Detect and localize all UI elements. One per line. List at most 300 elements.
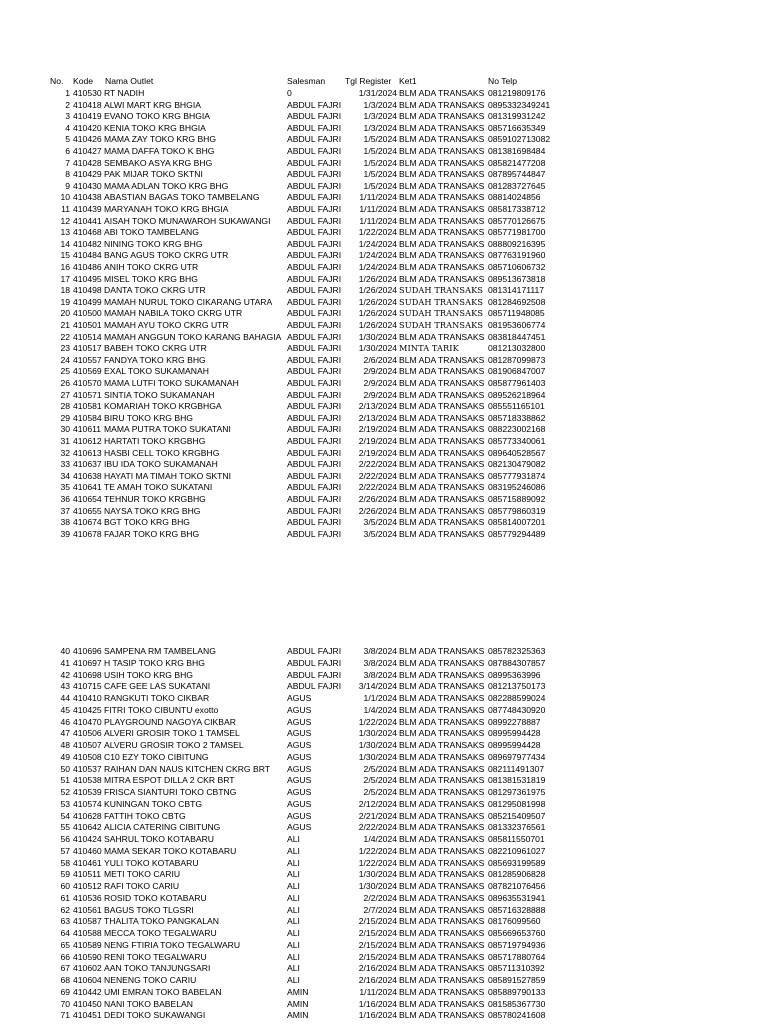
- table-row: [0, 87, 768, 99]
- row-kode: 410500: [73, 308, 102, 319]
- row-no: 63: [60, 916, 70, 927]
- row-nama-outlet: USIH TOKO KRG BHG: [104, 669, 193, 680]
- row-ket1: BLM ADA TRANSAKS: [399, 869, 485, 880]
- row-no-telp: 088223002168: [488, 424, 546, 435]
- table-row: [0, 133, 768, 145]
- row-kode: 410655: [73, 505, 102, 516]
- table-row: [0, 470, 768, 482]
- row-no-telp: 085891527859: [488, 975, 546, 985]
- row-kode: 410538: [73, 775, 102, 786]
- row-salesman: ABDUL FAJRI: [287, 646, 342, 656]
- row-ket1: BLM ADA TRANSAKS: [399, 169, 485, 180]
- row-tgl-register: 2/26/2024: [358, 505, 397, 516]
- table-row: [0, 447, 768, 459]
- row-ket1: BLM ADA TRANSAKS: [399, 904, 485, 915]
- table-row: [0, 774, 768, 786]
- row-nama-outlet: MITRA ESPOT DILLA 2 CKR BRT: [104, 775, 235, 786]
- row-ket1: BLM ADA TRANSAKS: [399, 215, 485, 226]
- row-nama-outlet: MECCA TOKO TEGALWARU: [104, 928, 217, 938]
- row-kode: 410641: [73, 482, 102, 493]
- row-salesman: ALI: [287, 975, 300, 985]
- row-no-telp: 081295081998: [488, 798, 546, 809]
- table-row: [0, 273, 768, 285]
- row-tgl-register: 1/30/2024: [358, 881, 397, 891]
- table-row: [0, 786, 768, 798]
- row-tgl-register: 1/26/2024: [358, 273, 397, 284]
- row-no: 2: [65, 99, 70, 110]
- table-row: [0, 180, 768, 192]
- row-no-telp: 083195246086: [488, 482, 546, 493]
- row-no-telp: 088809216395: [488, 238, 546, 249]
- row-no: 35: [60, 482, 70, 493]
- row-tgl-register: 1/30/2024: [358, 728, 397, 739]
- row-salesman: ABDUL FAJRI: [287, 146, 342, 156]
- row-no-telp: 081314171117: [488, 285, 545, 296]
- row-tgl-register: 1/22/2024: [358, 227, 397, 238]
- table-row: [0, 203, 768, 215]
- row-nama-outlet: RAIHAN DAN NAUS KITCHEN CKRG BRT: [104, 763, 271, 774]
- row-kode: 410428: [73, 157, 102, 168]
- header-row: [0, 75, 768, 87]
- row-no: 18: [60, 285, 70, 296]
- row-tgl-register: 3/14/2024: [358, 681, 397, 692]
- row-kode: 410611: [73, 424, 102, 435]
- row-kode: 410424: [73, 834, 102, 844]
- row-salesman: ALI: [287, 939, 300, 950]
- table-row: [0, 716, 768, 728]
- row-ket1: BLM ADA TRANSAKS: [399, 975, 485, 985]
- row-nama-outlet: RAFI TOKO CARIU: [104, 881, 180, 891]
- row-tgl-register: 1/30/2024: [358, 331, 397, 342]
- row-tgl-register: 1/24/2024: [358, 238, 397, 249]
- row-salesman: AGUS: [287, 810, 312, 821]
- table-row: [0, 249, 768, 261]
- row-salesman: ABDUL FAJRI: [287, 366, 342, 377]
- row-no-telp: 087895744847: [488, 169, 546, 180]
- row-ket1: BLM ADA TRANSAKS: [399, 763, 485, 774]
- row-ket1: BLM ADA TRANSAKS: [399, 740, 485, 750]
- row-no: 46: [60, 716, 70, 727]
- row-nama-outlet: TEHNUR TOKO KRGBHG: [104, 494, 206, 504]
- table-row: [0, 505, 768, 517]
- row-nama-outlet: FITRI TOKO CIBUNTU exotto: [104, 704, 219, 715]
- row-kode: 410460: [73, 845, 102, 856]
- row-kode: 410482: [73, 238, 102, 249]
- row-ket1: BLM ADA TRANSAKS: [399, 180, 485, 191]
- row-salesman: AGUS: [287, 751, 312, 762]
- table-row: [0, 389, 768, 401]
- row-no-telp: 081381531819: [488, 775, 546, 786]
- row-salesman: ALI: [287, 904, 300, 915]
- row-tgl-register: 2/16/2024: [358, 975, 397, 985]
- row-no: 1: [65, 88, 70, 98]
- row-tgl-register: 1/30/2024: [358, 740, 397, 750]
- row-kode: 410628: [73, 810, 102, 821]
- row-kode: 410507: [73, 740, 102, 750]
- row-tgl-register: 2/16/2024: [358, 963, 397, 974]
- row-ket1: BLM ADA TRANSAKS: [399, 810, 485, 821]
- table-row: [0, 904, 768, 916]
- row-no-telp: 08995994428: [488, 740, 541, 750]
- row-nama-outlet: SINTIA TOKO SUKAMANAH: [104, 389, 215, 400]
- row-salesman: AGUS: [287, 716, 312, 727]
- row-salesman: ABDUL FAJRI: [287, 262, 342, 272]
- row-tgl-register: 2/13/2024: [358, 412, 397, 423]
- row-tgl-register: 1/26/2024: [358, 296, 397, 307]
- row-kode: 410501: [73, 320, 102, 330]
- row-ket1: BLM ADA TRANSAKS: [399, 331, 485, 342]
- row-nama-outlet: RT NADIH: [104, 88, 145, 98]
- row-no-telp: 085717880764: [488, 951, 546, 962]
- row-salesman: AMIN: [287, 1010, 309, 1021]
- row-ket1: BLM ADA TRANSAKS: [399, 470, 485, 481]
- row-no: 37: [60, 505, 70, 516]
- row-no: 60: [60, 881, 70, 891]
- row-kode: 410441: [73, 215, 102, 226]
- row-tgl-register: 1/22/2024: [358, 845, 397, 856]
- row-no-telp: 085771981700: [488, 227, 546, 238]
- row-no: 44: [60, 693, 70, 703]
- table-row: [0, 307, 768, 319]
- row-nama-outlet: NAYSA TOKO KRG BHG: [104, 505, 201, 516]
- row-salesman: ABDUL FAJRI: [287, 505, 342, 516]
- row-no: 3: [65, 111, 70, 122]
- row-no: 11: [61, 204, 70, 214]
- row-salesman: AGUS: [287, 704, 312, 715]
- row-ket1: BLM ADA TRANSAKS: [399, 892, 485, 903]
- row-ket1: BLM ADA TRANSAKS: [399, 986, 485, 997]
- row-tgl-register: 2/26/2024: [358, 494, 397, 504]
- row-ket1: BLM ADA TRANSAKS: [399, 775, 485, 786]
- row-salesman: AGUS: [287, 728, 312, 739]
- row-no-telp: 085817338712: [488, 204, 546, 214]
- row-kode: 410674: [73, 517, 102, 528]
- row-ket1: BLM ADA TRANSAKS: [399, 939, 485, 950]
- row-ket1: BLM ADA TRANSAKS: [399, 157, 485, 168]
- row-nama-outlet: MAMA SEKAR TOKO KOTABARU: [104, 845, 237, 856]
- row-salesman: AGUS: [287, 798, 312, 809]
- row-no: 59: [60, 869, 70, 880]
- table-row: [0, 951, 768, 963]
- row-tgl-register: 3/5/2024: [363, 517, 397, 528]
- row-nama-outlet: ROSID TOKO KOTABARU: [104, 892, 207, 903]
- row-nama-outlet: ALICIA CATERING CIBITUNG: [104, 822, 221, 833]
- row-kode: 410654: [73, 494, 102, 504]
- row-nama-outlet: MAMA PUTRA TOKO SUKATANI: [104, 424, 231, 435]
- row-no-telp: 085719794936: [488, 939, 546, 950]
- row-tgl-register: 2/2/2024: [363, 892, 397, 903]
- row-tgl-register: 2/5/2024: [363, 775, 397, 786]
- table-row: [0, 680, 768, 692]
- row-salesman: ABDUL FAJRI: [287, 169, 342, 180]
- row-ket1: BLM ADA TRANSAKS: [399, 845, 485, 856]
- row-ket1: BLM ADA TRANSAKS: [399, 412, 485, 423]
- row-kode: 410698: [73, 669, 102, 680]
- row-ket1: BLM ADA TRANSAKS: [399, 798, 485, 809]
- row-no-telp: 085821477208: [488, 157, 546, 168]
- header-kode: Kode: [73, 76, 94, 86]
- row-ket1: BLM ADA TRANSAKS: [399, 482, 485, 493]
- table-row: [0, 939, 768, 951]
- row-tgl-register: 2/19/2024: [358, 424, 397, 435]
- table-row: [0, 319, 768, 331]
- table-row: [0, 215, 768, 227]
- row-ket1: SUDAH TRANSAKS: [399, 320, 484, 330]
- table-row: [0, 927, 768, 939]
- row-salesman: ABDUL FAJRI: [287, 401, 342, 412]
- row-kode: 410697: [73, 657, 102, 668]
- row-no: 8: [65, 169, 70, 180]
- row-tgl-register: 2/22/2024: [358, 470, 397, 481]
- row-ket1: BLM ADA TRANSAKS: [399, 916, 485, 927]
- row-tgl-register: 1/22/2024: [358, 857, 397, 868]
- row-no: 66: [60, 951, 70, 962]
- row-no-telp: 085814007201: [488, 517, 546, 528]
- row-kode: 410498: [73, 285, 102, 296]
- row-ket1: BLM ADA TRANSAKS: [399, 704, 485, 715]
- row-no-telp: 085215409507: [488, 810, 546, 821]
- row-no: 41: [60, 657, 70, 668]
- row-no-telp: 081219809176: [488, 88, 546, 98]
- row-salesman: 0: [287, 88, 292, 98]
- row-nama-outlet: MAMAH AYU TOKO CKRG UTR: [104, 320, 229, 330]
- table-row: [0, 915, 768, 927]
- row-no-telp: 082288599024: [488, 693, 546, 703]
- row-nama-outlet: FANDYA TOKO KRG BHG: [104, 354, 206, 365]
- row-salesman: AGUS: [287, 787, 312, 797]
- row-no-telp: 081284692508: [488, 296, 546, 307]
- row-kode: 410571: [73, 389, 102, 400]
- row-kode: 410438: [73, 192, 102, 203]
- row-ket1: BLM ADA TRANSAKS: [399, 88, 485, 98]
- table-row: [0, 365, 768, 377]
- row-nama-outlet: EXAL TOKO SUKAMANAH: [104, 366, 209, 377]
- row-nama-outlet: SAHRUL TOKO KOTABARU: [104, 834, 214, 844]
- row-no: 9: [65, 180, 70, 191]
- row-no: 32: [60, 447, 70, 458]
- row-kode: 410426: [73, 134, 102, 145]
- row-ket1: BLM ADA TRANSAKS: [399, 881, 485, 891]
- row-no-telp: 085770126675: [488, 215, 546, 226]
- row-salesman: ABDUL FAJRI: [287, 494, 342, 504]
- row-no-telp: 089697977434: [488, 751, 546, 762]
- row-no-telp: 087884307857: [488, 657, 546, 668]
- row-salesman: ABDUL FAJRI: [287, 331, 342, 342]
- table-row: [0, 845, 768, 857]
- table-row: [0, 435, 768, 447]
- row-nama-outlet: UMI EMRAN TOKO BABELAN: [104, 986, 222, 997]
- row-salesman: ABDUL FAJRI: [287, 378, 342, 388]
- row-kode: 410604: [73, 975, 102, 985]
- row-no: 5: [65, 134, 70, 145]
- row-no: 39: [60, 528, 70, 539]
- row-tgl-register: 2/9/2024: [363, 378, 397, 388]
- row-kode: 410508: [73, 751, 102, 762]
- table-row: [0, 763, 768, 775]
- row-no-telp: 081953606774: [488, 320, 546, 330]
- table-row: [0, 145, 768, 157]
- row-salesman: ABDUL FAJRI: [287, 459, 342, 470]
- table-row: [0, 331, 768, 343]
- table-row: [0, 458, 768, 470]
- row-kode: 410427: [73, 146, 102, 156]
- row-tgl-register: 2/15/2024: [358, 916, 397, 927]
- row-no: 25: [60, 366, 70, 377]
- row-no: 7: [65, 157, 70, 168]
- row-tgl-register: 2/22/2024: [358, 459, 397, 470]
- row-nama-outlet: HAYATI MA TIMAH TOKO SKTNI: [104, 470, 232, 481]
- row-kode: 410537: [73, 763, 102, 774]
- row-kode: 410512: [73, 881, 102, 891]
- row-tgl-register: 2/13/2024: [358, 401, 397, 412]
- header-salesman: Salesman: [287, 76, 326, 86]
- row-no: 43: [60, 681, 70, 692]
- table-row: [0, 1009, 768, 1021]
- row-tgl-register: 3/8/2024: [363, 646, 397, 656]
- row-tgl-register: 1/5/2024: [363, 134, 397, 145]
- row-nama-outlet: BAGUS TOKO TLGSRI: [104, 904, 194, 915]
- row-no-telp: 085777931874: [488, 470, 546, 481]
- row-ket1: BLM ADA TRANSAKS: [399, 646, 485, 656]
- row-no-telp: 089526218964: [488, 389, 546, 400]
- row-no: 29: [60, 412, 70, 423]
- row-tgl-register: 2/15/2024: [358, 928, 397, 938]
- row-nama-outlet: PAK MIJAR TOKO SKTNI: [104, 169, 203, 180]
- row-no: 61: [60, 892, 70, 903]
- row-tgl-register: 1/5/2024: [363, 157, 397, 168]
- row-salesman: ABDUL FAJRI: [287, 296, 342, 307]
- row-ket1: BLM ADA TRANSAKS: [399, 657, 485, 668]
- row-kode: 410511: [73, 869, 102, 880]
- row-tgl-register: 1/22/2024: [358, 716, 397, 727]
- row-no-telp: 085693199589: [488, 857, 546, 868]
- row-salesman: ALI: [287, 881, 300, 891]
- row-ket1: BLM ADA TRANSAKS: [399, 354, 485, 365]
- row-kode: 410557: [73, 354, 102, 365]
- row-nama-outlet: ALWI MART KRG BHGIA: [104, 99, 201, 110]
- table-row: [0, 423, 768, 435]
- row-no-telp: 085711948085: [488, 308, 545, 319]
- row-ket1: BLM ADA TRANSAKS: [399, 273, 485, 284]
- row-kode: 410569: [73, 366, 102, 377]
- row-tgl-register: 1/5/2024: [363, 169, 397, 180]
- row-no-telp: 085889790133: [488, 986, 546, 997]
- row-tgl-register: 3/8/2024: [363, 669, 397, 680]
- header-no: No.: [50, 76, 64, 86]
- table-row: [0, 645, 768, 657]
- row-kode: 410514: [73, 331, 102, 342]
- row-ket1: BLM ADA TRANSAKS: [399, 751, 485, 762]
- row-ket1: BLM ADA TRANSAKS: [399, 822, 485, 833]
- row-kode: 410506: [73, 728, 102, 739]
- row-salesman: ABDUL FAJRI: [287, 669, 342, 680]
- row-nama-outlet: SAMPENA RM TAMBELANG: [104, 646, 216, 656]
- row-tgl-register: 2/22/2024: [358, 482, 397, 493]
- row-nama-outlet: MAMA DAFFA TOKO K BHG: [104, 146, 215, 156]
- row-nama-outlet: AAN TOKO TANJUNGSARI: [104, 963, 211, 974]
- row-no-telp: 085715889092: [488, 494, 546, 504]
- row-kode: 410612: [73, 436, 102, 446]
- row-tgl-register: 2/12/2024: [358, 798, 397, 809]
- row-nama-outlet: MAMAH NURUL TOKO CIKARANG UTARA: [104, 296, 273, 307]
- table-row: [0, 810, 768, 822]
- row-ket1: BLM ADA TRANSAKS: [399, 447, 485, 458]
- row-no: 12: [60, 215, 70, 226]
- table-row: [0, 739, 768, 751]
- row-tgl-register: 2/9/2024: [363, 366, 397, 377]
- row-tgl-register: 1/11/2024: [359, 215, 397, 226]
- row-salesman: ABDUL FAJRI: [287, 436, 342, 446]
- row-no: 40: [60, 646, 70, 656]
- row-kode: 410696: [73, 646, 102, 656]
- row-nama-outlet: ALVERI GROSIR TOKO 1 TAMSEL: [104, 728, 240, 739]
- table-row: [0, 868, 768, 880]
- table-row: [0, 986, 768, 998]
- row-no: 68: [60, 975, 70, 985]
- row-no-telp: 08814024856: [488, 192, 541, 203]
- row-ket1: BLM ADA TRANSAKS: [399, 366, 485, 377]
- row-nama-outlet: DEDI TOKO SUKAWANGI: [104, 1010, 206, 1021]
- row-salesman: ABDUL FAJRI: [287, 273, 342, 284]
- row-salesman: ABDUL FAJRI: [287, 134, 342, 145]
- table-row: [0, 226, 768, 238]
- row-ket1: BLM ADA TRANSAKS: [399, 505, 485, 516]
- row-kode: 410589: [73, 939, 102, 950]
- row-nama-outlet: MAMA ZAY TOKO KRG BHG: [104, 134, 217, 145]
- row-ket1: BLM ADA TRANSAKS: [399, 494, 485, 504]
- row-no-telp: 081585367730: [488, 998, 546, 1009]
- table-row: [0, 238, 768, 250]
- row-tgl-register: 2/19/2024: [358, 447, 397, 458]
- row-ket1: SUDAH TRANSAKS: [399, 296, 484, 307]
- row-ket1: BLM ADA TRANSAKS: [399, 99, 485, 110]
- row-no: 70: [60, 998, 70, 1009]
- row-salesman: ABDUL FAJRI: [287, 285, 342, 296]
- row-nama-outlet: ABI TOKO TAMBELANG: [104, 227, 199, 238]
- row-nama-outlet: CAFE GEE LAS SUKATANI: [104, 681, 211, 692]
- row-tgl-register: 2/6/2024: [363, 354, 397, 365]
- row-no-telp: 082111491307: [488, 763, 545, 774]
- row-salesman: AGUS: [287, 740, 312, 750]
- row-no: 15: [60, 250, 70, 261]
- row-nama-outlet: TE AMAH TOKO SUKATANI: [104, 482, 213, 493]
- row-nama-outlet: FRISCA SIANTURI TOKO CBTNG: [104, 787, 237, 797]
- row-no-telp: 081319931242: [488, 111, 546, 122]
- row-nama-outlet: METI TOKO CARIU: [104, 869, 181, 880]
- table-row: [0, 821, 768, 833]
- row-no: 30: [60, 424, 70, 435]
- row-no: 64: [60, 928, 70, 938]
- row-tgl-register: 1/16/2024: [358, 998, 397, 1009]
- table-row: [0, 191, 768, 203]
- table-row: [0, 481, 768, 493]
- row-no-telp: 081287099873: [488, 354, 546, 365]
- table-row: [0, 798, 768, 810]
- row-salesman: ABDUL FAJRI: [287, 215, 342, 226]
- row-kode: 410461: [73, 857, 102, 868]
- row-salesman: ABDUL FAJRI: [287, 657, 342, 668]
- row-tgl-register: 1/16/2024: [358, 1010, 397, 1021]
- row-no-telp: 081285906828: [488, 869, 546, 880]
- row-no: 27: [60, 389, 70, 400]
- row-no: 47: [60, 728, 70, 739]
- row-tgl-register: 2/21/2024: [358, 810, 397, 821]
- row-no: 56: [60, 834, 70, 844]
- row-salesman: AGUS: [287, 775, 312, 786]
- row-no: 6: [65, 146, 70, 156]
- row-ket1: BLM ADA TRANSAKS: [399, 681, 485, 692]
- row-tgl-register: 1/3/2024: [363, 122, 397, 133]
